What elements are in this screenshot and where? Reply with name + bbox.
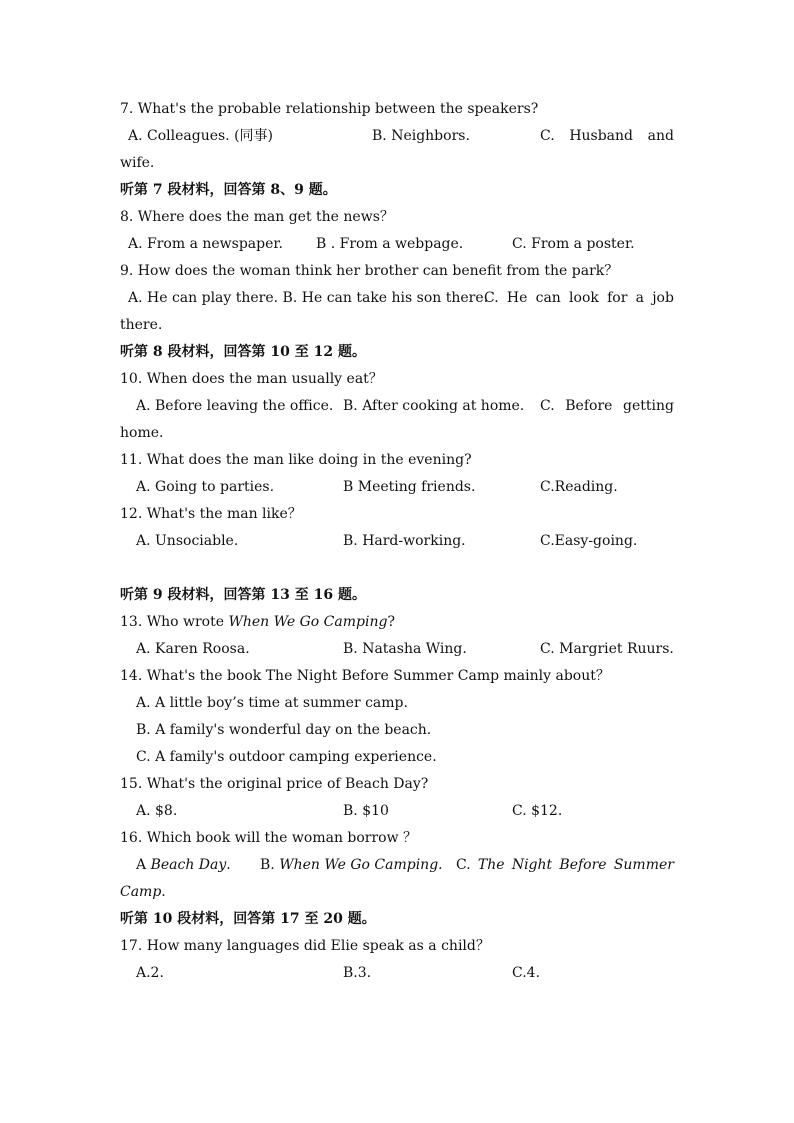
question-12-options [120, 528, 675, 555]
spacer [120, 555, 675, 582]
option-8b: B . From a webpage. [316, 236, 464, 252]
option-17a: A.2. [136, 965, 164, 981]
option-10c-continued: home. [120, 425, 164, 441]
question-16-options [120, 852, 675, 879]
option-13c: C. Margriet Ruurs. [540, 641, 674, 657]
option-13b: B. Natasha Wing. [343, 641, 467, 657]
option-15a: A. $8. [136, 803, 178, 819]
question-9: 9. How does the woman think her brother can benefit from the park？ [120, 263, 619, 279]
option-8c: C. From a poster. [512, 236, 635, 252]
question-10-options [120, 393, 675, 420]
question-13: 13. Who wrote When We Go Camping? [120, 614, 395, 630]
question-16: 16. Which book will the woman borrow ？ [120, 830, 418, 846]
question-7: 7. What's the probable relationship between the speakers? [120, 101, 539, 117]
question-8: 8. Where does the man get the news？ [120, 209, 394, 225]
option-7a: A. Colleagues. (同事) [128, 128, 274, 144]
option-14b: B. A family's wonderful day on the beach. [136, 722, 432, 738]
option-12a: A. Unsociable. [136, 533, 239, 549]
option-12b: B. Hard-working. [343, 533, 466, 549]
option-14c: C. A family's outdoor camping experience. [136, 749, 437, 765]
question-sheet [120, 96, 675, 987]
question-12: 12. What's the man like？ [120, 506, 302, 522]
option-11a: A. Going to parties. [136, 479, 275, 495]
option-9ab: A. He can play there. B. He can take his son there. [128, 290, 489, 306]
option-15c: C. $12. [512, 803, 563, 819]
option-13a: A. Karen Roosa. [136, 641, 250, 657]
question-7-options [120, 123, 675, 150]
question-14: 14. What's the book The Night Before Summer Camp mainly about？ [120, 668, 610, 684]
option-8a: A. From a newspaper. [128, 236, 283, 252]
section-heading-10: 听第 10 段材料，回答第 17 至 20 题。 [120, 911, 376, 927]
question-11: 11. What does the man like doing in the evening? [120, 452, 472, 468]
option-9c: C. He can look for a job [484, 290, 674, 306]
question-8-options [120, 231, 675, 258]
option-9c-continued: there. [120, 317, 163, 333]
option-7c: C. Husband and [540, 128, 674, 144]
option-10c: C. Before getting [540, 398, 674, 414]
option-16b: B. When We Go Camping. [260, 857, 443, 873]
option-11c: C.Reading. [540, 479, 618, 495]
question-17-options [120, 960, 675, 987]
question-9-options [120, 285, 675, 312]
section-heading-9: 听第 9 段材料，回答第 13 至 16 题。 [120, 587, 366, 603]
book-title: When We Go Camping [228, 614, 388, 630]
question-13-options [120, 636, 675, 663]
question-17: 17. How many languages did Elie speak as a child？ [120, 938, 490, 954]
option-7c-continued: wife. [120, 155, 155, 171]
option-17c: C.4. [512, 965, 541, 981]
question-10: 10. When does the man usually eat？ [120, 371, 383, 387]
option-10a: A. Before leaving the office. [136, 398, 334, 414]
option-11b: B Meeting friends. [343, 479, 476, 495]
option-7b: B. Neighbors. [372, 128, 470, 144]
option-15b: B. $10 [343, 803, 389, 819]
section-heading-8: 听第 8 段材料，回答第 10 至 12 题。 [120, 344, 366, 360]
option-10b: B. After cooking at home. [343, 398, 525, 414]
question-15: 15. What's the original price of Beach Day? [120, 776, 429, 792]
option-17b: B.3. [343, 965, 372, 981]
option-14a: A. A little boy’s time at summer camp. [136, 695, 408, 711]
question-11-options [120, 474, 675, 501]
option-16c-continued: Camp. [120, 884, 166, 900]
option-16a: A Beach Day. [136, 857, 231, 873]
question-15-options [120, 798, 675, 825]
section-heading-7: 听第 7 段材料，回答第 8、9 题。 [120, 182, 337, 198]
option-12c: C.Easy-going. [540, 533, 638, 549]
option-16c: C. The Night Before Summer [456, 857, 674, 873]
